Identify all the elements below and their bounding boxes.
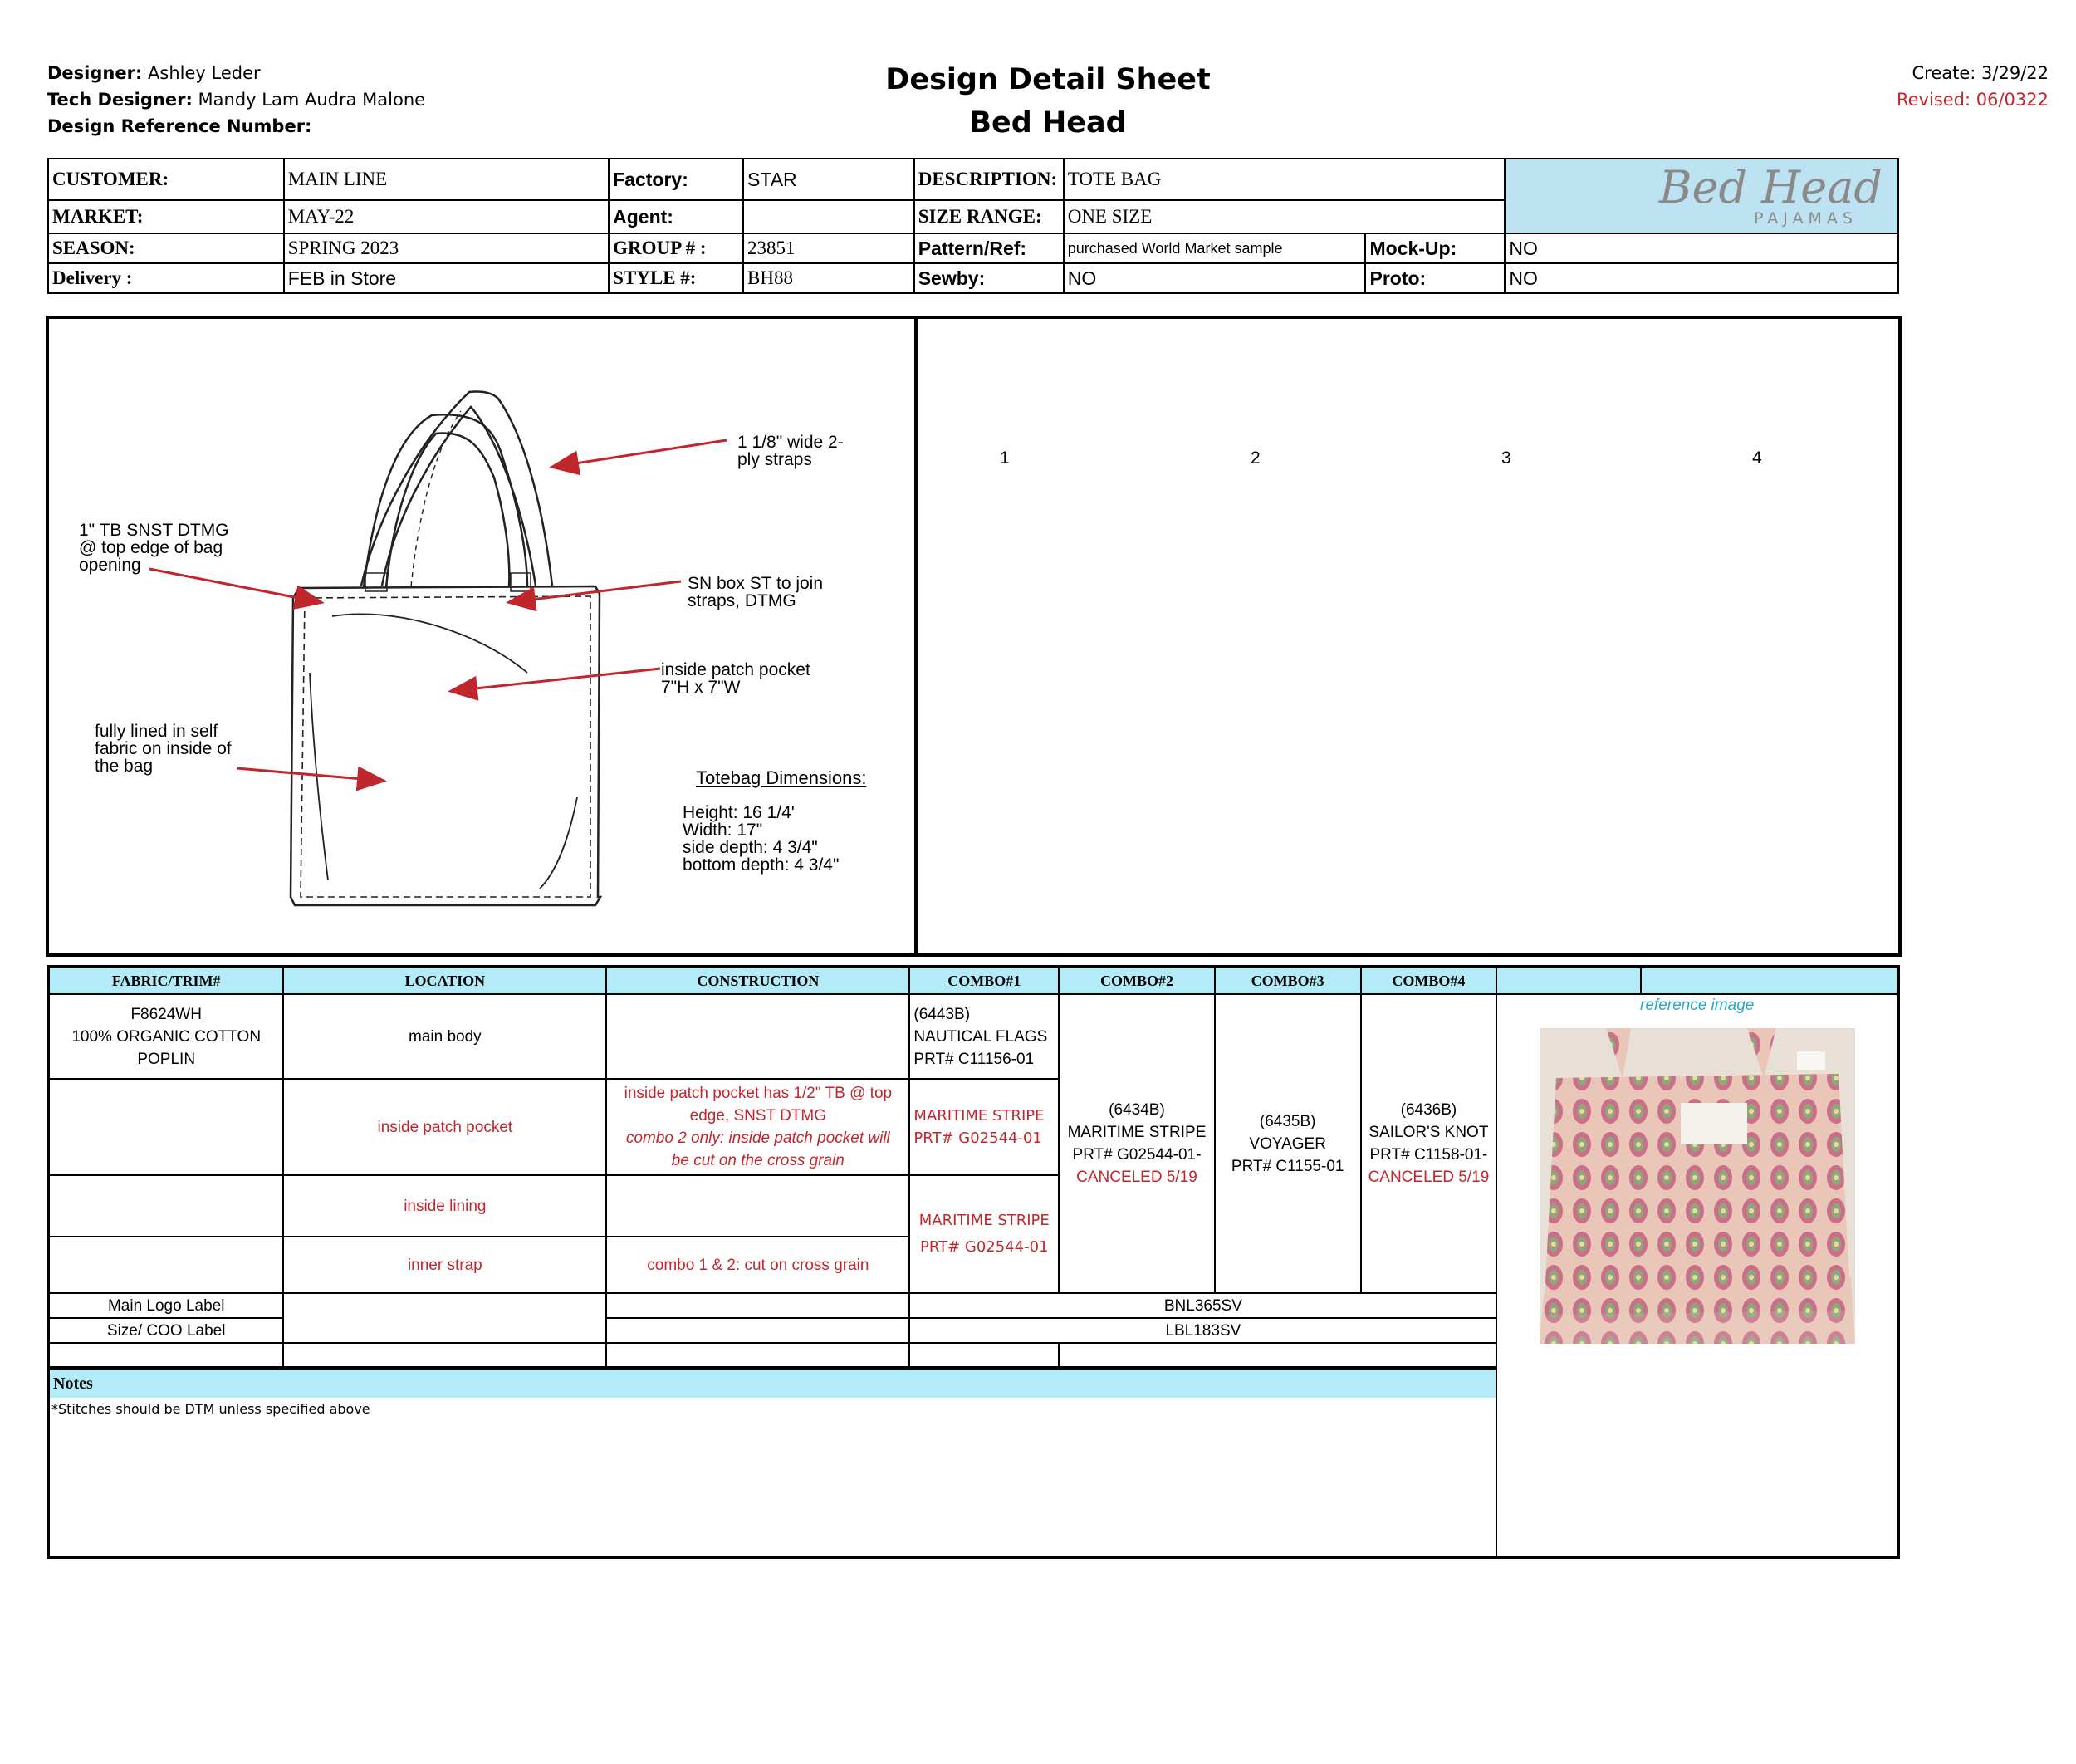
fabric-pocket (48, 1079, 283, 1175)
construction-strap: combo 1 & 2: cut on cross grain (606, 1237, 909, 1293)
reference-image-cell (1496, 994, 1898, 1557)
combo2-cell: (6434B) MARITIME STRIPE PRT# G02544-01- CANCELED 5/19 (1059, 994, 1215, 1293)
page-title: Design Detail Sheet (885, 63, 1211, 96)
callout-arrows (149, 440, 727, 781)
tech-designer-line: Tech Designer: Mandy Lam Audra Malone (47, 90, 426, 110)
proto-label: Proto: (1365, 263, 1505, 293)
dimensions-list: Height: 16 1/4' Width: 17" side depth: 4 3/4" bottom depth: 4 3/4" (683, 803, 840, 875)
box-stitch-callout: SN box ST to join straps, DTMG (688, 574, 824, 610)
combo-number-3: 3 (1501, 448, 1511, 468)
delivery-value: FEB in Store (284, 263, 609, 293)
combo-sketch-panel (914, 316, 1902, 957)
revised-date: Revised: 06/0322 (1896, 90, 2049, 110)
style-label: STYLE #: (609, 263, 743, 293)
dimensions-title: Totebag Dimensions: (696, 767, 867, 788)
main-logo-construction (606, 1293, 909, 1318)
construction-lining (606, 1175, 909, 1237)
notes-section (48, 1368, 1496, 1557)
reference-photo (1540, 1028, 1855, 1344)
mockup-value: NO (1505, 233, 1898, 263)
header-blank-1 (1496, 967, 1641, 994)
season-label: SEASON: (48, 233, 284, 263)
main-logo-label: Main Logo Label (48, 1293, 283, 1318)
sewby-label: Sewby: (914, 263, 1064, 293)
size-range-label: SIZE RANGE: (914, 200, 1064, 233)
fabric-lining (48, 1175, 283, 1237)
construction-main (606, 994, 909, 1079)
factory-label: Factory: (609, 159, 743, 200)
tote-outline (291, 392, 600, 905)
blank-row-1 (48, 1343, 283, 1368)
main-logo-value: BNL365SV (909, 1293, 1496, 1318)
header-location: LOCATION (283, 967, 606, 994)
proto-value: NO (1505, 263, 1898, 293)
bom-table (47, 965, 1900, 1559)
lining-callout: fully lined in self fabric on inside of the bag (95, 722, 232, 776)
designer-line: Designer: Ashley Leder (47, 63, 261, 83)
customer-label: CUSTOMER: (48, 159, 284, 200)
header-construction: CONSTRUCTION (606, 967, 909, 994)
page-subtitle: Bed Head (969, 106, 1127, 140)
main-logo-location (283, 1293, 606, 1343)
patch-pocket-callout: inside patch pocket 7"H x 7"W (661, 660, 810, 697)
agent-label: Agent: (609, 200, 743, 233)
header-combo-3: COMBO#3 (1215, 967, 1361, 994)
combo4-cell: (6436B) SAILOR'S KNOT PRT# C1158-01- CANCELED 5/19 (1361, 994, 1497, 1293)
design-ref-line: Design Reference Number: (47, 116, 312, 136)
location-inside-lining: inside lining (283, 1175, 606, 1237)
fabric-cell: F8624WH 100% ORGANIC COTTON POPLIN (48, 994, 283, 1079)
mockup-label: Mock-Up: (1365, 233, 1505, 263)
header-combo-2: COMBO#2 (1059, 967, 1215, 994)
combo-number-4: 4 (1752, 448, 1762, 468)
market-value: MAY-22 (284, 200, 609, 233)
combo1-pocket: MARITIME STRIPE PRT# G02544-01 (909, 1079, 1059, 1175)
size-coo-construction (606, 1318, 909, 1343)
construction-pocket: inside patch pocket has 1/2" TB @ top edge, SNST DTMG combo 2 only: inside patch pocket will be cut on the cross grain (606, 1079, 909, 1175)
logo-wordmark: Bed Head (1658, 161, 1883, 213)
customer-value: MAIN LINE (284, 159, 609, 200)
header-fabric: FABRIC/TRIM# (48, 967, 283, 994)
header-blank-2 (1641, 967, 1898, 994)
size-range-value: ONE SIZE (1064, 200, 1506, 233)
sewby-value: NO (1064, 263, 1366, 293)
reference-image-label: reference image (1640, 997, 1755, 1014)
location-main-body: main body (283, 994, 606, 1079)
straps-callout: 1 1/8" wide 2- ply straps (737, 433, 844, 469)
combo-number-1: 1 (1000, 448, 1010, 468)
group-label: GROUP # : (609, 233, 743, 263)
description-label: DESCRIPTION: (914, 159, 1064, 200)
notes-text: *Stitches should be DTM unless specified above (51, 1401, 370, 1417)
group-value: 23851 (743, 233, 914, 263)
header-combo-4: COMBO#4 (1361, 967, 1497, 994)
delivery-label: Delivery : (48, 263, 284, 293)
logo-tagline: PAJAMAS (1754, 209, 1858, 228)
notes-label: Notes (50, 1370, 1496, 1398)
fabric-strap (48, 1237, 283, 1293)
combo-number-2: 2 (1251, 448, 1261, 468)
agent-value (743, 200, 914, 233)
market-label: MARKET: (48, 200, 284, 233)
pattern-label: Pattern/Ref: (914, 233, 1064, 263)
top-edge-callout: 1" TB SNST DTMG @ top edge of bag opening (79, 521, 229, 575)
size-coo-label: Size/ COO Label (48, 1318, 283, 1343)
factory-value: STAR (743, 159, 914, 200)
info-table (47, 158, 1899, 294)
pattern-value: purchased World Market sample (1064, 233, 1366, 263)
location-patch-pocket: inside patch pocket (283, 1079, 606, 1175)
brand-logo (1505, 159, 1898, 233)
header-combo-1: COMBO#1 (909, 967, 1059, 994)
create-date: Create: 3/29/22 (1912, 63, 2049, 83)
size-coo-value: LBL183SV (909, 1318, 1496, 1343)
combo1-lining: MARITIME STRIPE PRT# G02544-01 (909, 1175, 1059, 1293)
combo1-main: (6443B) NAUTICAL FLAGS PRT# C11156-01 (909, 994, 1059, 1079)
description-value: TOTE BAG (1064, 159, 1506, 200)
combo3-cell: (6435B) VOYAGER PRT# C1155-01 (1215, 994, 1361, 1293)
style-value: BH88 (743, 263, 914, 293)
season-value: SPRING 2023 (284, 233, 609, 263)
location-inner-strap: inner strap (283, 1237, 606, 1293)
